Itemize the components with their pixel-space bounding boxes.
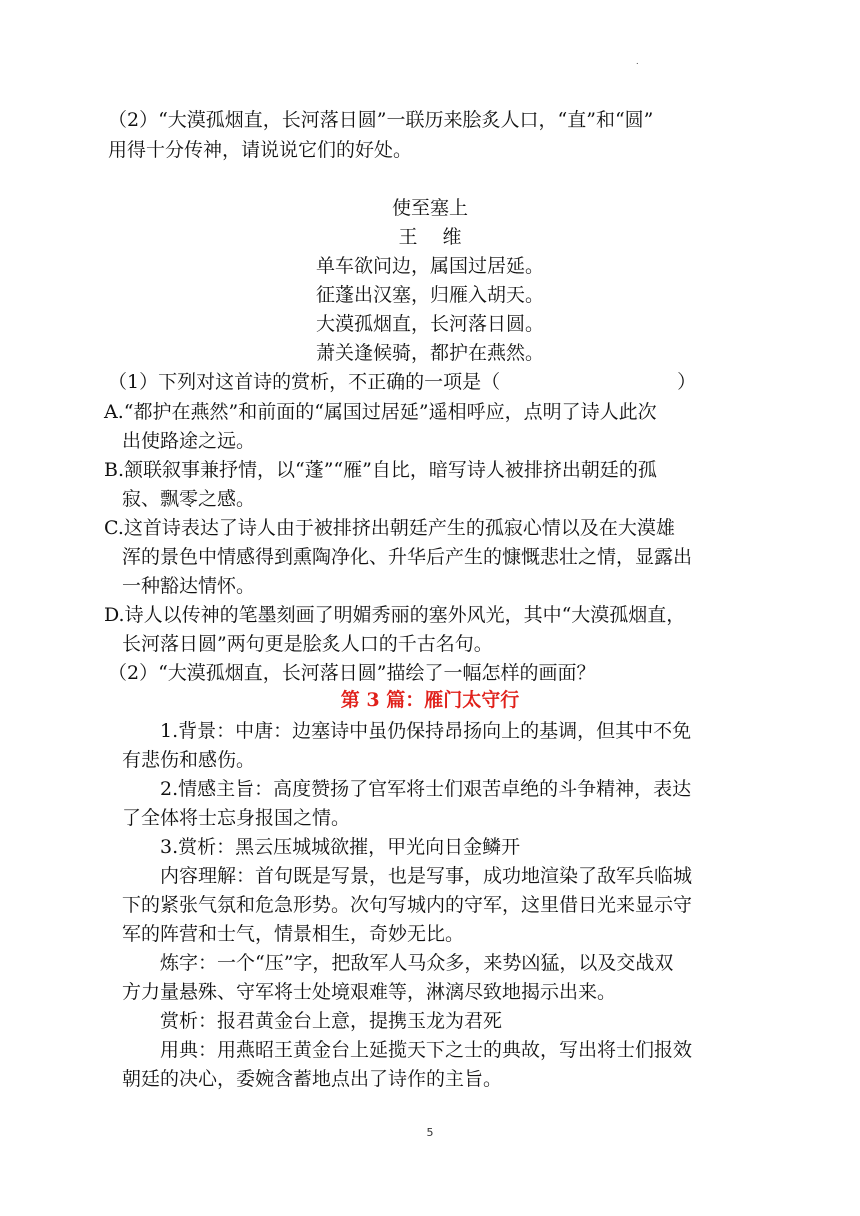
option-a-line-2: 出使路途之远。 — [122, 430, 256, 452]
option-c-line-2: 浑的景色中情感得到熏陶净化、升华后产生的慷慨悲壮之情，显露出 — [122, 546, 693, 568]
option-c-line-3: 一种豁达情怀。 — [122, 575, 256, 597]
section-line: 军的阵营和士气，情景相生，奇妙无比。 — [122, 923, 465, 945]
section-line: 方力量悬殊、守军将士处境艰难等，淋漓尽致地揭示出来。 — [122, 981, 617, 1003]
option-a-line-1: A.“都护在燕然”和前面的“属国过居延”遥相呼应，点明了诗人此次 — [104, 401, 657, 423]
header-dot: . — [636, 57, 639, 66]
question-1-stem: （1）下列对这首诗的赏析，不正确的一项是（ ） — [108, 371, 697, 393]
option-b-line-1: B.颔联叙事兼抒情，以“蓬”“雁”自比，暗写诗人被排挤出朝廷的孤 — [104, 459, 657, 481]
section-line: 了全体将士忘身报国之情。 — [122, 807, 351, 829]
section-line: 1.背景：中唐：边塞诗中虽仍保持昂扬向上的基调，但其中不免 — [160, 720, 692, 742]
page-number: 5 — [426, 1126, 434, 1139]
poem-line: 萧关逢候骑，都护在燕然。 — [315, 342, 544, 364]
section-heading: 第 3 篇：雁门太守行 — [340, 689, 520, 711]
section-line: 2.情感主旨：高度赞扬了官军将士们艰苦卓绝的斗争精神，表达 — [160, 778, 692, 800]
poem-line: 征蓬出汉塞，归雁入胡天。 — [315, 284, 544, 306]
poem-author: 王 维 — [398, 226, 462, 248]
poem-line: 大漠孤烟直，长河落日圆。 — [315, 313, 544, 335]
section-line: 下的紧张气氛和危急形势。次句写城内的守军，这里借日光来显示守 — [122, 894, 693, 916]
section-line: 有悲伤和感伤。 — [122, 749, 256, 771]
section-line: 用典：用燕昭王黄金台上延揽天下之士的典故，写出将士们报效 — [160, 1039, 693, 1061]
option-d-line-2: 长河落日圆”两句更是脍炙人口的千古名句。 — [122, 633, 493, 655]
poem-title: 使至塞上 — [391, 197, 468, 219]
section-line: 炼字：一个“压”字，把敌军人马众多，来势凶猛，以及交战双 — [160, 952, 674, 974]
option-b-line-2: 寂、飘零之感。 — [122, 488, 256, 510]
question-2-prev-line-1: （2）“大漠孤烟直，长河落日圆”一联历来脍炙人口，“直”和“圆” — [108, 109, 654, 131]
section-line: 内容理解：首句既是写景，也是写事，成功地渲染了敌军兵临城 — [160, 865, 693, 887]
section-line: 赏析：报君黄金台上意，提携玉龙为君死 — [160, 1010, 503, 1032]
option-c-line-1: C.这首诗表达了诗人由于被排挤出朝廷产生的孤寂心情以及在大漠雄 — [104, 517, 675, 539]
section-line: 3.赏析：黑云压城城欲摧，甲光向日金鳞开 — [160, 836, 521, 858]
question-2-prev-line-2: 用得十分传神，请说说它们的好处。 — [108, 139, 413, 161]
poem-line: 单车欲问边，属国过居延。 — [315, 255, 544, 277]
option-d-line-1: D.诗人以传神的笔墨刻画了明媚秀丽的塞外风光，其中“大漠孤烟直， — [104, 604, 686, 626]
section-line: 朝廷的决心，委婉含蓄地点出了诗作的主旨。 — [122, 1068, 503, 1090]
question-2-stem: （2）“大漠孤烟直，长河落日圆”描绘了一幅怎样的画面？ — [108, 662, 596, 684]
